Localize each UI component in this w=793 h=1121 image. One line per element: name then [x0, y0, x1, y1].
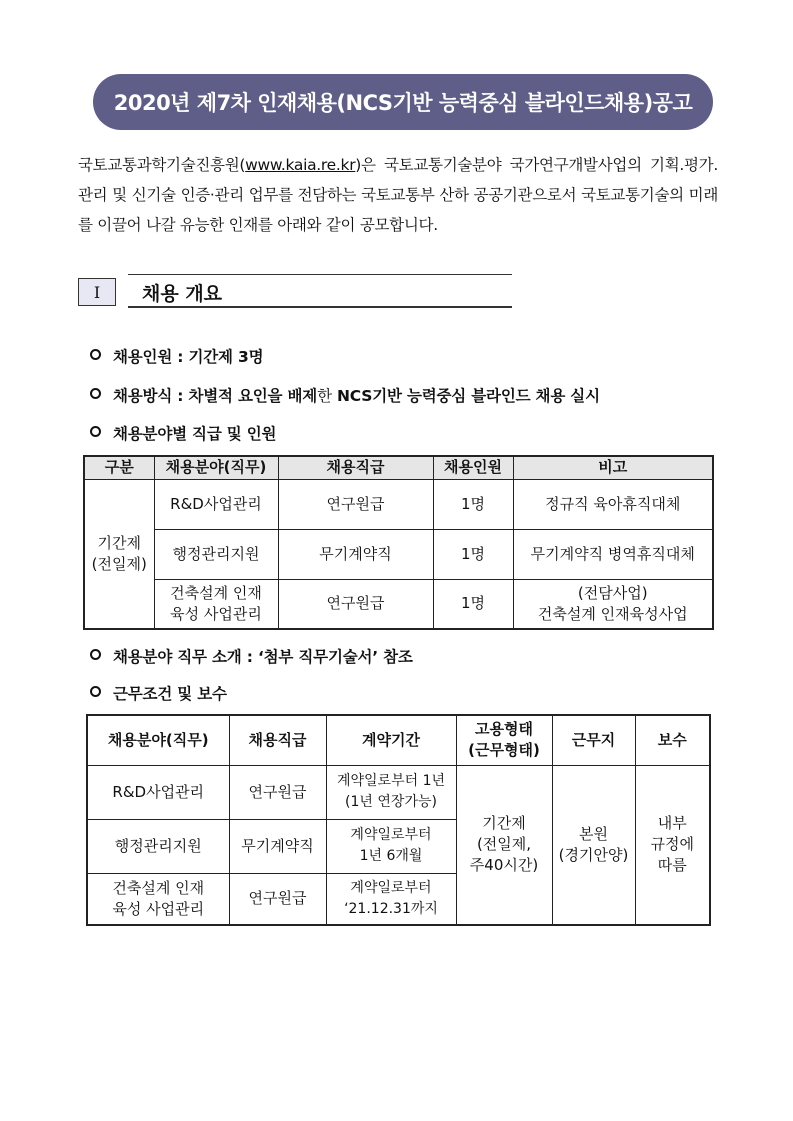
bullet-job-intro	[90, 645, 413, 667]
table-cell: 정규직 육아휴직대체	[513, 479, 713, 529]
table-cell: 무기계약직	[229, 819, 326, 873]
group-cell: 기간제 (전일제)	[84, 479, 154, 629]
employment-cell: 기간제 (전일제, 주40시간)	[456, 765, 552, 925]
table-cell: 연구원급	[278, 479, 433, 529]
section-number: Ⅰ	[78, 278, 116, 306]
table-cell: 연구원급	[278, 579, 433, 629]
bullet-text: 채용분야 직무 소개 : ‘첨부 직무기술서’ 참조	[113, 648, 413, 666]
bullet-conditions	[90, 682, 227, 704]
table-header: 근무지	[552, 715, 635, 765]
table-cell: 건축설계 인재 육성 사업관리	[87, 873, 229, 925]
intro-paragraph	[78, 150, 718, 240]
table-cell: 행정관리지원	[154, 529, 278, 579]
table-cell: 연구원급	[229, 873, 326, 925]
circle-bullet-icon	[90, 388, 101, 399]
pay-cell: 내부 규정에 따름	[635, 765, 710, 925]
table-header: 채용직급	[229, 715, 326, 765]
table-cell: 1명	[433, 479, 513, 529]
circle-bullet-icon	[90, 686, 101, 697]
bullet-text: 근무조건 및 보수	[113, 685, 227, 703]
table-cell: 무기계약직 병역휴직대체	[513, 529, 713, 579]
table-header: 고용형태 (근무형태)	[456, 715, 552, 765]
table-cell: R&D사업관리	[87, 765, 229, 819]
table-cell: 계약일로부터 ‘21.12.31까지	[326, 873, 456, 925]
table-header: 채용분야(직무)	[154, 456, 278, 479]
table-cell: 무기계약직	[278, 529, 433, 579]
table-header: 채용직급	[278, 456, 433, 479]
bullet-positions	[90, 422, 276, 444]
bullet-text-normal: 한	[317, 387, 332, 405]
table-header: 보수	[635, 715, 710, 765]
table-cell: 1명	[433, 579, 513, 629]
table-cell: (전담사업) 건축설계 인재육성사업	[513, 579, 713, 629]
table-header: 채용인원	[433, 456, 513, 479]
intro-org: 국토교통과학기술진흥원(	[78, 156, 246, 174]
conditions-table	[86, 714, 711, 926]
table-cell: 건축설계 인재 육성 사업관리	[154, 579, 278, 629]
bullet-text: NCS기반 능력중심 블라인드 채용 실시	[331, 387, 600, 405]
table-cell: 연구원급	[229, 765, 326, 819]
table-header: 비고	[513, 456, 713, 479]
table-header: 채용분야(직무)	[87, 715, 229, 765]
table-cell: R&D사업관리	[154, 479, 278, 529]
bullet-headcount	[90, 345, 263, 367]
bullet-method	[90, 384, 600, 406]
circle-bullet-icon	[90, 426, 101, 437]
table-cell: 계약일로부터 1년 (1년 연장가능)	[326, 765, 456, 819]
bullet-text: 채용분야별 직급 및 인원	[113, 425, 277, 443]
website-link[interactable]: www.kaia.re.kr	[245, 156, 356, 174]
page-title: 2020년 제7차 인재채용(NCS기반 능력중심 블라인드채용)공고	[113, 91, 693, 115]
intro-rest: )은 국토교통기술분야 국가연구개발사업의 기획.평가.관리 및 신기술 인증·관리 업무를 전담하는 국토교통부 산하 공공기관으로서 국토교통기술의 미래를 이끌어 나갈 유능한 인재를 아래와 같이 공모합니다.	[78, 156, 718, 234]
circle-bullet-icon	[90, 349, 101, 360]
table-cell: 계약일로부터 1년 6개월	[326, 819, 456, 873]
table-header: 구분	[84, 456, 154, 479]
page-title-banner	[93, 74, 713, 130]
bullet-text: 채용인원 : 기간제 3명	[113, 348, 264, 366]
section-heading	[128, 274, 512, 308]
location-cell: 본원 (경기안양)	[552, 765, 635, 925]
positions-table	[83, 455, 714, 630]
bullet-text: 채용방식 : 차별적 요인을 배제	[113, 387, 318, 405]
table-cell: 1명	[433, 529, 513, 579]
section-title: 채용 개요	[142, 283, 223, 305]
table-header: 계약기간	[326, 715, 456, 765]
table-cell: 행정관리지원	[87, 819, 229, 873]
circle-bullet-icon	[90, 649, 101, 660]
